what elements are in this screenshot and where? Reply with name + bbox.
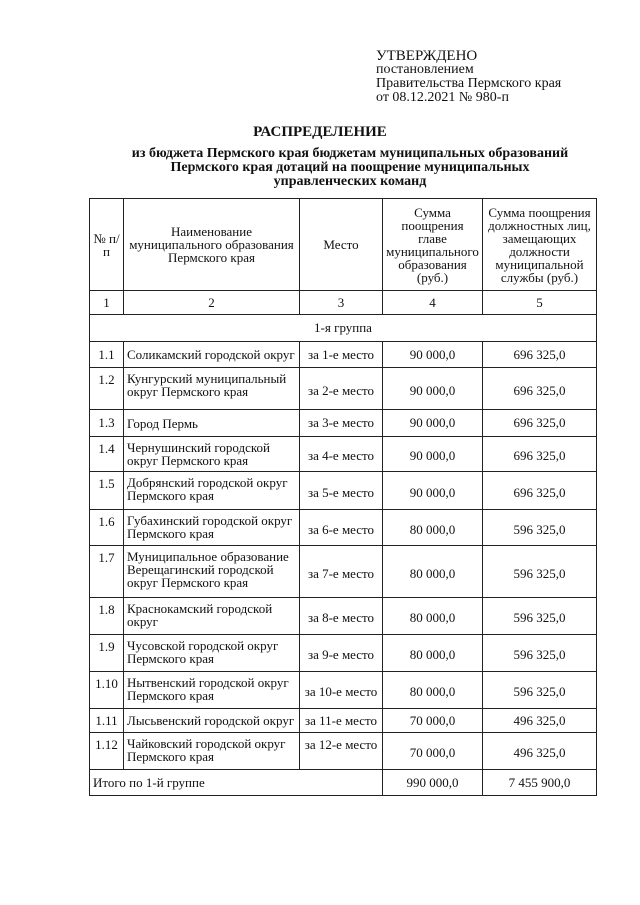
approval-line-1: УТВЕРЖДЕНО <box>376 48 478 64</box>
table-row <box>90 410 597 437</box>
row-num: 1.12 <box>90 733 124 770</box>
approval-line-4: от 08.12.2021 № 980-п <box>376 90 509 105</box>
row-place: за 8-е место <box>300 598 383 635</box>
row-sum-head: 70 000,0 <box>383 733 483 770</box>
row-sum-head: 80 000,0 <box>383 672 483 709</box>
row-name: Кунгурский муниципальный округ Пермского края <box>124 368 300 410</box>
table-row <box>90 598 597 635</box>
row-name: Нытвенский городской округ Пермского края <box>124 672 300 709</box>
table-row <box>90 733 597 770</box>
row-sum-head: 80 000,0 <box>383 635 483 672</box>
row-sum-head: 80 000,0 <box>383 598 483 635</box>
approval-line-2: постановлением <box>376 62 474 77</box>
row-sum-head: 90 000,0 <box>383 472 483 510</box>
table-row <box>90 635 597 672</box>
row-name: Добрянский городской округ Пермского края <box>124 472 300 510</box>
row-place: за 7-е место <box>300 546 383 598</box>
row-num: 1.2 <box>90 368 124 410</box>
row-name: Муниципальное образование Верещагинский городской округ Пермского края <box>124 546 300 598</box>
row-name: Краснокамский городской округ <box>124 598 300 635</box>
table-row <box>90 546 597 598</box>
header-place: Место <box>300 199 383 291</box>
row-place: за 4-е место <box>300 437 383 472</box>
row-sum-head: 80 000,0 <box>383 546 483 598</box>
row-name: Губахинский городской округ Пермского края <box>124 510 300 546</box>
row-place: за 9-е место <box>300 635 383 672</box>
row-sum-staff: 596 325,0 <box>483 635 597 672</box>
row-sum-staff: 696 325,0 <box>483 437 597 472</box>
row-sum-head: 90 000,0 <box>383 437 483 472</box>
table-row <box>90 510 597 546</box>
header-name: Наименование муниципального образования Пермского края <box>124 199 300 291</box>
column-number-row <box>90 291 597 315</box>
row-name: Город Пермь <box>124 410 300 437</box>
subtitle-line-2: Пермского края дотаций на поощрение муниципальных <box>170 160 530 175</box>
row-sum-head: 80 000,0 <box>383 510 483 546</box>
approval-line-3: Правительства Пермского края <box>376 76 562 91</box>
col-number-1: 1 <box>90 291 124 315</box>
table-row <box>90 437 597 472</box>
row-num: 1.1 <box>90 342 124 368</box>
total-sum-staff: 7 455 900,0 <box>483 770 597 796</box>
group-label: 1-я группа <box>90 315 597 342</box>
row-name: Чайковский городской округ Пермского края <box>124 733 300 770</box>
row-name: Чернушинский городской округ Пермского края <box>124 437 300 472</box>
col-number-5: 5 <box>483 291 597 315</box>
row-sum-head: 90 000,0 <box>383 368 483 410</box>
row-num: 1.4 <box>90 437 124 472</box>
row-sum-staff: 696 325,0 <box>483 368 597 410</box>
col-number-2: 2 <box>124 291 300 315</box>
row-num: 1.3 <box>90 410 124 437</box>
distribution-table <box>89 198 597 796</box>
row-num: 1.8 <box>90 598 124 635</box>
col-number-4: 4 <box>383 291 483 315</box>
row-sum-staff: 496 325,0 <box>483 733 597 770</box>
row-place: за 1-е место <box>300 342 383 368</box>
row-sum-staff: 496 325,0 <box>483 709 597 733</box>
row-num: 1.11 <box>90 709 124 733</box>
approval-block <box>376 49 561 105</box>
table-row <box>90 472 597 510</box>
row-place: за 3-е место <box>300 410 383 437</box>
row-num: 1.10 <box>90 672 124 709</box>
row-place: за 10-е место <box>300 672 383 709</box>
header-num: № п/п <box>90 199 124 291</box>
row-place: за 12-е место <box>300 733 383 770</box>
subtitle-line-3: управленческих команд <box>273 174 427 189</box>
row-num: 1.9 <box>90 635 124 672</box>
row-sum-head: 90 000,0 <box>383 342 483 368</box>
subtitle-line-1: из бюджета Пермского края бюджетам муниципальных образований <box>131 146 569 161</box>
total-row <box>90 770 597 796</box>
row-sum-staff: 696 325,0 <box>483 410 597 437</box>
row-name: Соликамский городской округ <box>124 342 300 368</box>
row-name: Лысьвенский городской округ <box>124 709 300 733</box>
row-place: за 5-е место <box>300 472 383 510</box>
row-sum-head: 70 000,0 <box>383 709 483 733</box>
row-name: Чусовской городской округ Пермского края <box>124 635 300 672</box>
row-num: 1.7 <box>90 546 124 598</box>
document-subtitle <box>90 147 610 189</box>
row-sum-staff: 596 325,0 <box>483 672 597 709</box>
table-row <box>90 368 597 410</box>
table-row <box>90 709 597 733</box>
group-row <box>90 315 597 342</box>
row-place: за 2-е место <box>300 368 383 410</box>
document-title: РАСПРЕДЕЛЕНИЕ <box>253 124 387 140</box>
row-sum-staff: 696 325,0 <box>483 342 597 368</box>
table-row <box>90 672 597 709</box>
col-number-3: 3 <box>300 291 383 315</box>
row-place: за 6-е место <box>300 510 383 546</box>
row-place: за 11-е место <box>300 709 383 733</box>
table-row <box>90 342 597 368</box>
row-num: 1.5 <box>90 472 124 510</box>
header-sum-head: Сумма поощрения главе муниципального образования (руб.) <box>383 199 483 291</box>
header-sum-staff: Сумма поощрения должностных лиц, замещающих должности муниципальной службы (руб.) <box>483 199 597 291</box>
row-sum-head: 90 000,0 <box>383 410 483 437</box>
row-sum-staff: 596 325,0 <box>483 598 597 635</box>
header-row <box>90 199 597 291</box>
row-sum-staff: 596 325,0 <box>483 546 597 598</box>
row-num: 1.6 <box>90 510 124 546</box>
total-label: Итого по 1-й группе <box>90 770 383 796</box>
row-sum-staff: 596 325,0 <box>483 510 597 546</box>
row-sum-staff: 696 325,0 <box>483 472 597 510</box>
total-sum-head: 990 000,0 <box>383 770 483 796</box>
